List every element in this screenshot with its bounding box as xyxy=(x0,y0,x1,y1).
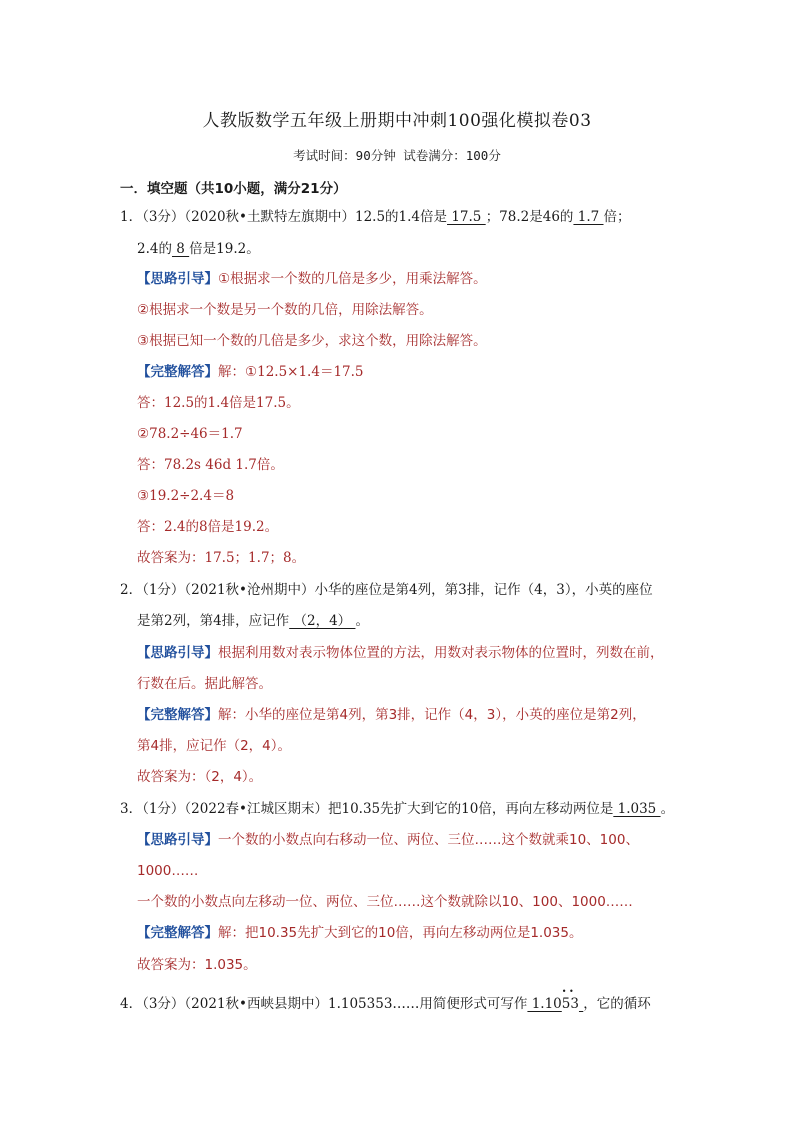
q2-line2 xyxy=(137,611,369,631)
hint-tag: 【思路引导】 xyxy=(137,271,218,287)
q1-line2 xyxy=(137,239,260,259)
solution-text: 解：小华的座位是第4列，第3排，记作（4，3），小英的座位是第2列， xyxy=(218,707,646,723)
q3-hint-line2: 1000…… xyxy=(137,863,199,879)
q2-text: 。 xyxy=(355,613,369,629)
q4-line1 xyxy=(120,994,651,1014)
hint-text: ①根据求一个数的几倍是多少，用乘法解答。 xyxy=(218,271,487,287)
q4-text: ，它的循环 xyxy=(583,996,651,1012)
q3-text: 。 xyxy=(660,801,675,817)
q3-final-answer: 故答案为：1.035。 xyxy=(137,957,257,973)
q4-text: 4．（3分）（2021秋•西峡县期中）1.105353……用简便形式可写作 xyxy=(120,996,528,1012)
q1-answer-1: 答：12.5的1.4倍是17.5。 xyxy=(137,395,300,411)
q1-final-answer: 故答案为：17.5；1.7；8。 xyxy=(137,550,306,566)
q1-solution-line2: ②78.2÷46＝1.7 xyxy=(137,426,243,442)
q1-hint-line3: ③根据已知一个数的几倍是多少，求这个数，用除法解答。 xyxy=(137,333,487,349)
q3-answer-blank: 1.035 xyxy=(613,801,661,817)
q1-hint-line2: ②根据求一个数是另一个数的几倍，用除法解答。 xyxy=(137,302,433,318)
q2-answer-blank: （2，4） xyxy=(289,613,356,629)
hint-text: 根据利用数对表示物体位置的方法，用数对表示物体的位置时，列数在前， xyxy=(218,645,664,661)
hint-tag: 【思路引导】 xyxy=(137,645,218,661)
page-title: 人教版数学五年级上册期中冲刺100强化模拟卷03 xyxy=(202,111,592,131)
q2-final-answer: 故答案为：（2，4）。 xyxy=(137,769,263,785)
q1-solution-line3: ③19.2÷2.4＝8 xyxy=(137,488,235,504)
q3-hint-line1 xyxy=(137,830,639,850)
solution-tag: 【完整解答】 xyxy=(137,707,218,723)
q2-solution-line1 xyxy=(137,705,646,725)
q1-line1 xyxy=(120,207,631,227)
q3-line1 xyxy=(120,799,674,819)
q2-text: 是第2列，第4排，应记作 xyxy=(137,613,290,629)
q2-line1: 2．（1分）（2021秋•沧州期中）小华的座位是第4列，第3排，记作（4，3），小英的座位 xyxy=(120,582,653,598)
q2-solution-line2: 第4排，应记作（2，4）。 xyxy=(137,738,292,754)
solution-text: 解：把10.35先扩大到它的10倍，再向左移动两位是1.035。 xyxy=(218,925,583,941)
q1-answer-2: 答：78.2s 46d 1.7倍。 xyxy=(137,457,284,473)
q4-blank-prefix: 1.10 xyxy=(527,996,562,1012)
q3-solution-line1 xyxy=(137,923,582,943)
q1-text: 2.4的 xyxy=(137,241,172,257)
q1-hint-line1 xyxy=(137,269,487,289)
q1-solution-line1 xyxy=(137,362,364,382)
solution-tag: 【完整解答】 xyxy=(137,925,218,941)
q1-answer-blank-3: 8 xyxy=(171,241,190,257)
hint-tag: 【思路引导】 xyxy=(137,832,218,848)
q2-hint-line1 xyxy=(137,643,664,663)
q4-answer-blank xyxy=(527,996,583,1012)
solution-tag: 【完整解答】 xyxy=(137,364,218,380)
q3-hint-line3: 一个数的小数点向左移动一位、两位、三位……这个数就除以10、100、1000…… xyxy=(137,894,633,910)
q1-text: ；78.2是46的 xyxy=(485,209,574,225)
q2-hint-line2: 行数在后。据此解答。 xyxy=(137,676,272,692)
q1-text: 1．（3分）（2020秋•土默特左旗期中）12.5的1.4倍是 xyxy=(120,209,448,225)
solution-text: ①12.5×1.4＝17.5 xyxy=(245,364,364,380)
solution-text: 解： xyxy=(218,364,245,380)
q1-answer-blank-1: 17.5 xyxy=(447,209,486,225)
q1-answer-3: 答：2.4的8倍是19.2。 xyxy=(137,519,279,535)
q1-answer-blank-2: 1.7 xyxy=(573,209,604,225)
exam-info: 考试时间：90分钟 试卷满分：100分 xyxy=(293,148,501,163)
repeating-decimal-dots: • • 53 xyxy=(562,994,579,1014)
q1-text: 倍； xyxy=(603,209,631,225)
q1-text: 倍是19.2。 xyxy=(189,241,260,257)
hint-text: 一个数的小数点向右移动一位、两位、三位……这个数就乘10、100、 xyxy=(218,832,639,848)
section-heading: 一．填空题（共10小题，满分21分） xyxy=(120,181,347,197)
q3-text: 3．（1分）（2022春•江城区期末）把10.35先扩大到它的10倍，再向左移动两位是 xyxy=(120,801,614,817)
